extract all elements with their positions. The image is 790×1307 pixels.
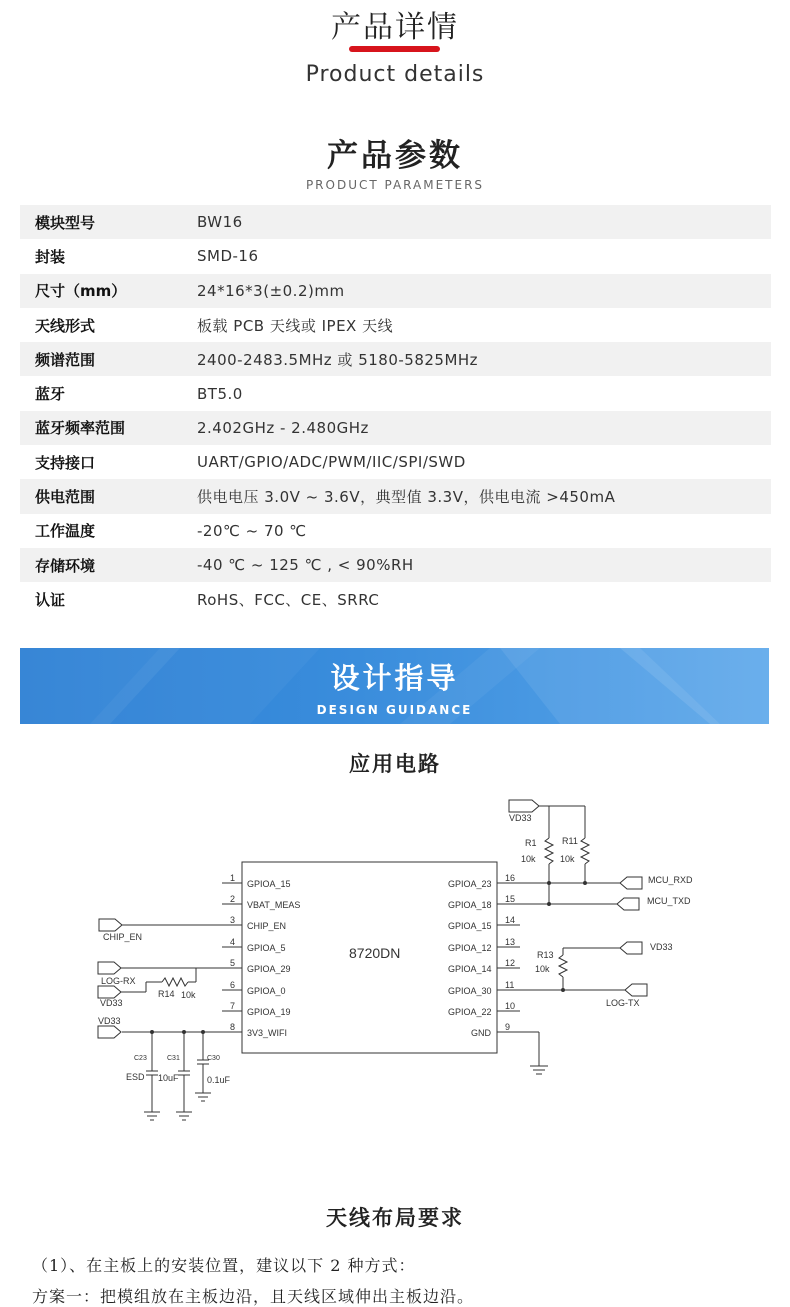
antenna-title: 天线布局要求 bbox=[326, 1206, 464, 1230]
application-circuit-diagram bbox=[0, 790, 790, 1150]
param-value: 2.402GHz - 2.480GHz bbox=[197, 418, 369, 437]
params-row bbox=[20, 342, 771, 376]
design-guidance-banner bbox=[20, 648, 769, 724]
param-value: SMD-16 bbox=[197, 247, 259, 266]
label-c23: C23 bbox=[134, 1055, 147, 1062]
pin-num-3: 3 bbox=[230, 915, 236, 925]
label-vd33-r13: VD33 bbox=[650, 942, 673, 952]
pin-num-14: 14 bbox=[505, 915, 516, 925]
chip-name: 8720DN bbox=[349, 945, 401, 961]
params-row bbox=[20, 411, 771, 445]
param-value: -40 ℃ ~ 125 ℃ , < 90%RH bbox=[197, 556, 414, 575]
param-value: BW16 bbox=[197, 213, 243, 232]
param-label: 频谱范围 bbox=[35, 350, 96, 369]
pin-name-right-9: GND bbox=[471, 1028, 491, 1038]
param-value: 24*16*3(±0.2)mm bbox=[197, 281, 345, 300]
param-label: 天线形式 bbox=[35, 316, 96, 335]
params-row bbox=[20, 205, 771, 239]
param-label: 蓝牙 bbox=[35, 385, 66, 404]
label-c31: C31 bbox=[167, 1055, 180, 1062]
left-pin-lines bbox=[122, 883, 242, 1032]
pin-name-left-2: VBAT_MEAS bbox=[247, 900, 301, 910]
label-r1-value: 10k bbox=[521, 854, 536, 864]
pin-name-right-12: GPIOA_14 bbox=[448, 964, 492, 974]
label-r11: R11 bbox=[562, 836, 578, 846]
circuit-title: 应用电路 bbox=[349, 752, 441, 776]
param-value: -20℃ ~ 70 ℃ bbox=[197, 521, 307, 540]
antenna-paragraph-2: 方案一：把模组放在主板边沿，且天线区域伸出主板边沿。 bbox=[32, 1287, 475, 1306]
pin-num-7: 7 bbox=[230, 1001, 236, 1011]
params-row bbox=[20, 582, 771, 616]
param-value: 2400-2483.5MHz 或 5180-5825MHz bbox=[197, 350, 479, 369]
pin-name-right-10: GPIOA_22 bbox=[448, 1007, 492, 1017]
params-row bbox=[20, 308, 771, 342]
param-label: 认证 bbox=[35, 590, 66, 609]
pin-name-right-13: GPIOA_12 bbox=[448, 943, 492, 953]
pin-name-left-8: 3V3_WIFI bbox=[247, 1028, 288, 1038]
param-value: UART/GPIO/ADC/PWM/IIC/SPI/SWD bbox=[197, 453, 466, 472]
label-log-tx: LOG-TX bbox=[606, 998, 640, 1008]
label-vd33-r14: VD33 bbox=[100, 998, 123, 1008]
params-row bbox=[20, 548, 771, 582]
pin-num-16: 16 bbox=[505, 873, 516, 883]
label-c30-value: 0.1uF bbox=[207, 1075, 231, 1085]
param-value: BT5.0 bbox=[197, 384, 243, 403]
label-chip-en: CHIP_EN bbox=[103, 932, 143, 942]
label-c30: C30 bbox=[207, 1055, 220, 1062]
params-row bbox=[20, 479, 771, 513]
pin-num-5: 5 bbox=[230, 958, 236, 968]
chip-en-connector bbox=[99, 919, 122, 931]
param-label: 蓝牙频率范围 bbox=[35, 419, 126, 438]
param-label: 工作温度 bbox=[35, 522, 96, 541]
pin-num-12: 12 bbox=[505, 958, 516, 968]
pin-name-right-14: GPIOA_15 bbox=[448, 921, 492, 931]
vd33-bottom-net bbox=[98, 1026, 211, 1120]
label-r14: R14 bbox=[158, 989, 175, 999]
label-r13: R13 bbox=[537, 950, 554, 960]
label-c31-value: 10uF bbox=[158, 1073, 179, 1083]
pin-name-left-3: CHIP_EN bbox=[247, 921, 287, 931]
label-vd33-bottom: VD33 bbox=[98, 1016, 121, 1026]
pin-num-15: 15 bbox=[505, 894, 516, 904]
pin-name-left-6: GPIOA_0 bbox=[247, 986, 286, 996]
pin-name-left-1: GPIOA_15 bbox=[247, 879, 291, 889]
label-mcu-rxd: MCU_RXD bbox=[648, 875, 693, 885]
pin-num-10: 10 bbox=[505, 1001, 516, 1011]
pin-num-13: 13 bbox=[505, 937, 516, 947]
mcu-rxd-connector bbox=[620, 877, 642, 889]
param-value: 供电电压 3.0V ~ 3.6V，典型值 3.3V，供电电流 >450mA bbox=[197, 488, 616, 507]
r13-net bbox=[559, 942, 647, 996]
banner-subtitle: DESIGN GUIDANCE bbox=[316, 703, 473, 717]
banner-title: 设计指导 bbox=[330, 661, 459, 695]
pin-num-6: 6 bbox=[230, 980, 236, 990]
params-table bbox=[20, 205, 771, 617]
param-label: 供电范围 bbox=[35, 488, 96, 507]
section-subtitle-product-details: Product details bbox=[305, 62, 485, 87]
mcu-txd-connector bbox=[617, 898, 639, 910]
param-label: 模块型号 bbox=[35, 213, 96, 232]
label-r14-value: 10k bbox=[181, 990, 196, 1000]
pin-num-9: 9 bbox=[505, 1022, 511, 1032]
param-label: 支持接口 bbox=[35, 453, 96, 472]
params-row bbox=[20, 445, 771, 479]
section-title-product-details: 产品详情 bbox=[331, 10, 459, 45]
pin-name-right-11: GPIOA_30 bbox=[448, 986, 492, 996]
label-mcu-txd: MCU_TXD bbox=[647, 896, 691, 906]
params-row bbox=[20, 514, 771, 548]
param-label: 尺寸（mm） bbox=[35, 282, 127, 301]
title-accent-bar bbox=[349, 46, 440, 52]
params-row bbox=[20, 274, 771, 308]
pin-num-8: 8 bbox=[230, 1022, 236, 1032]
label-log-rx: LOG-RX bbox=[101, 976, 136, 986]
pin-num-11: 11 bbox=[505, 980, 515, 990]
param-value: 板载 PCB 天线或 IPEX 天线 bbox=[197, 316, 394, 335]
pin-name-left-5: GPIOA_29 bbox=[247, 964, 291, 974]
pin-num-2: 2 bbox=[230, 894, 236, 904]
params-row bbox=[20, 376, 771, 410]
label-r13-value: 10k bbox=[535, 964, 550, 974]
label-esd: ESD bbox=[126, 1072, 145, 1082]
pin-name-left-7: GPIOA_19 bbox=[247, 1007, 291, 1017]
pin-num-1: 1 bbox=[230, 873, 236, 883]
label-r11-value: 10k bbox=[560, 854, 575, 864]
param-value: RoHS、FCC、CE、SRRC bbox=[197, 590, 380, 609]
pin-name-right-15: GPIOA_18 bbox=[448, 900, 492, 910]
pin-name-left-4: GPIOA_5 bbox=[247, 943, 286, 953]
params-title: 产品参数 bbox=[327, 138, 463, 174]
pin-name-right-16: GPIOA_23 bbox=[448, 879, 492, 889]
antenna-paragraph-1: （1）、在主板上的安装位置，建议以下 2 种方式： bbox=[32, 1256, 416, 1275]
pin-num-4: 4 bbox=[230, 937, 236, 947]
label-r1: R1 bbox=[525, 838, 537, 848]
right-pin-lines bbox=[497, 883, 625, 1032]
label-vd33-top: VD33 bbox=[509, 813, 532, 823]
ground-symbol bbox=[530, 1032, 548, 1074]
param-label: 存储环境 bbox=[35, 556, 96, 575]
params-subtitle: PRODUCT PARAMETERS bbox=[305, 178, 485, 192]
params-row bbox=[20, 239, 771, 273]
param-label: 封装 bbox=[35, 247, 66, 266]
